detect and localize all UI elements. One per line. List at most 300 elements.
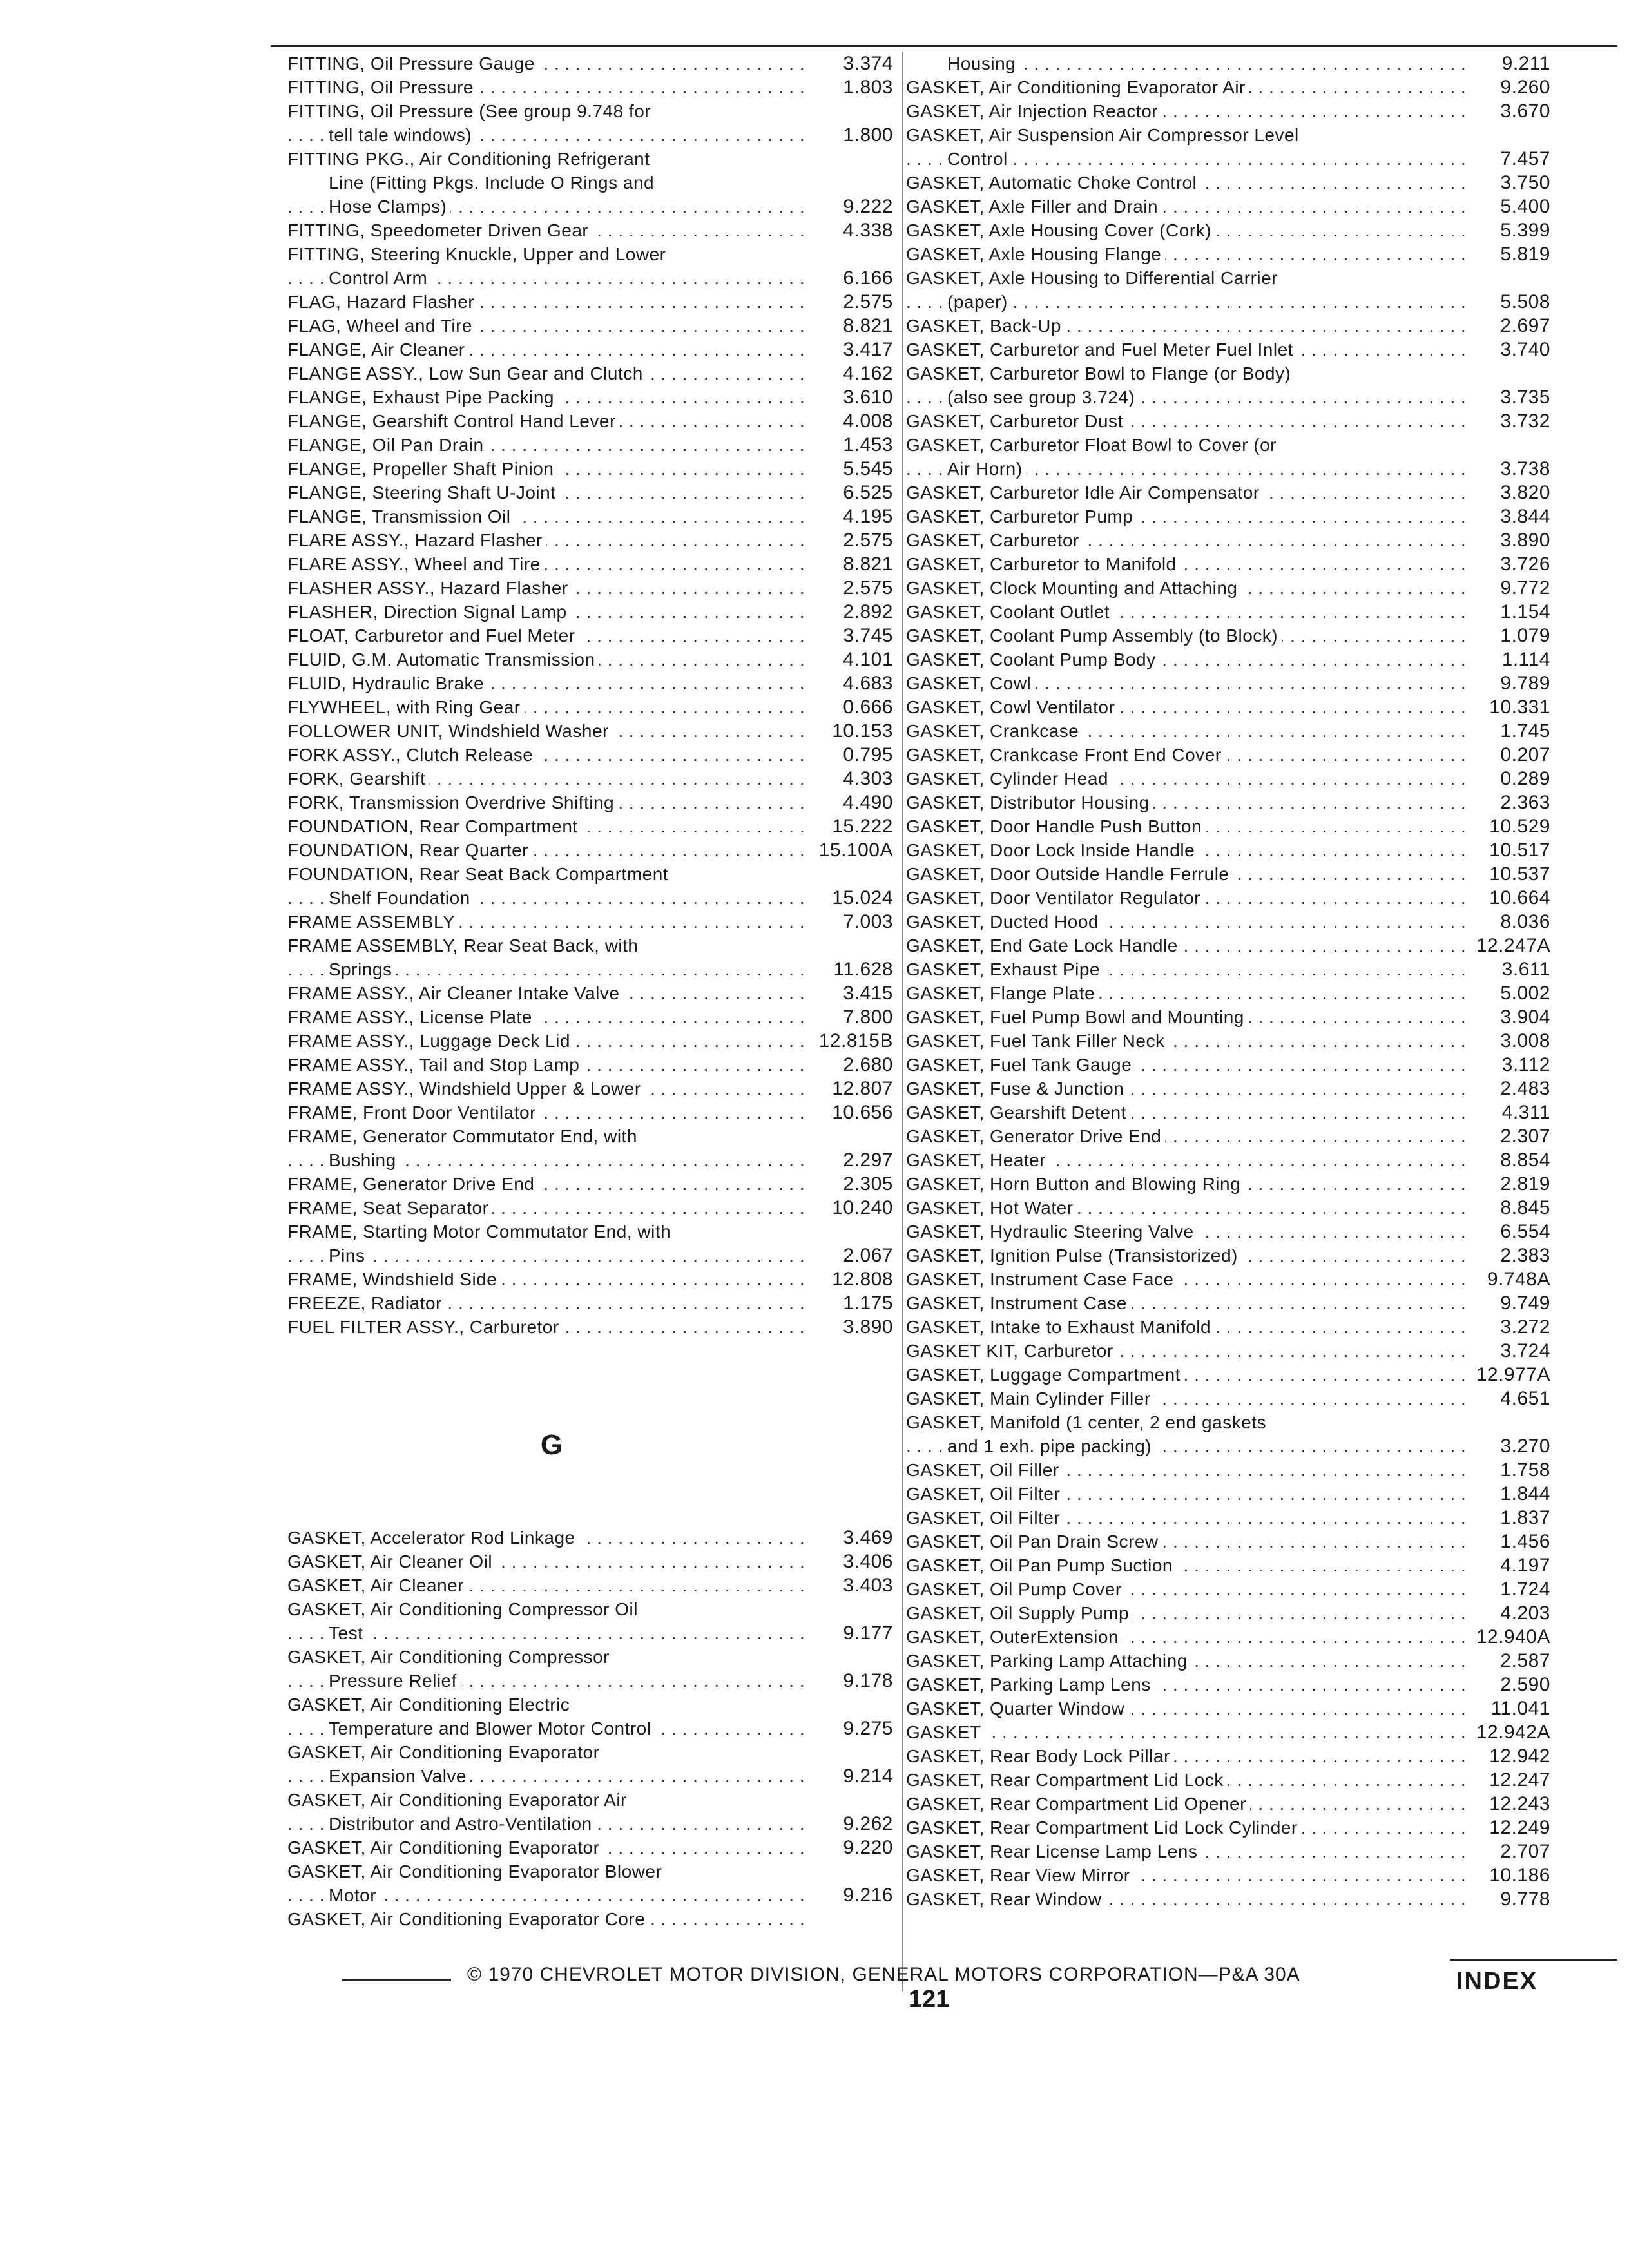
group-number: 9.222 (843, 196, 893, 217)
entry-text: FLUID, Hydraulic Brake (287, 673, 488, 693)
entry-text: GASKET, Carburetor Idle Air Compensator (906, 483, 1264, 503)
index-entry (287, 361, 893, 385)
entry-text: GASKET, Door Handle Push Button (906, 816, 1206, 836)
index-entry (906, 361, 1550, 409)
entry-continuation-text: Control Arm (329, 268, 431, 288)
group-number: 3.844 (1500, 506, 1550, 527)
entry-text: FOUNDATION, Rear Seat Back Compartment (287, 864, 672, 884)
entry-continuation-text: Bushing (329, 1150, 400, 1170)
entry-label (287, 1645, 809, 1693)
index-entry (906, 1244, 1550, 1267)
entry-continuation-text: Distributor and Astro-Ventilation (329, 1814, 596, 1834)
entry-text: GASKET, Quarter Window (906, 1698, 1128, 1718)
entry-label (287, 862, 809, 910)
entry-text: GASKET, Horn Button and Blowing Ring (906, 1174, 1244, 1194)
entry-label (287, 242, 809, 290)
group-number: 3.403 (843, 1575, 893, 1596)
entry-text: GASKET, Rear Compartment Lid Lock (906, 1770, 1228, 1790)
group-number: 5.002 (1500, 983, 1550, 1004)
entry-label (287, 1550, 809, 1573)
group-number: 4.683 (843, 673, 893, 694)
index-label: INDEX (1456, 1968, 1538, 1995)
entry-continuation-text: Temperature and Blower Motor Control (329, 1718, 655, 1738)
entry-continuation (906, 1434, 1467, 1458)
entry-text: FLUID, G.M. Automatic Transmission (287, 649, 599, 669)
entry-text: GASKET, Ducted Hood (906, 912, 1103, 932)
index-entry (287, 1788, 893, 1836)
entry-text: GASKET, Manifold (1 center, 2 end gaskets (906, 1412, 1270, 1432)
entry-label (906, 1148, 1467, 1172)
entry-label (906, 934, 1467, 957)
group-number: 10.656 (832, 1102, 893, 1123)
group-number: 7.457 (1500, 148, 1550, 169)
index-entry (287, 290, 893, 314)
index-entry (906, 671, 1550, 695)
entry-text: GASKET, Flange Plate (906, 983, 1099, 1003)
entry-label (906, 361, 1467, 409)
group-number: 2.297 (843, 1149, 893, 1171)
entry-text: GASKET, Ignition Pulse (Transistorized) (906, 1245, 1242, 1265)
entry-label (287, 147, 809, 218)
entry-label (906, 1840, 1467, 1863)
group-number: 12.942A (1476, 1722, 1550, 1743)
entry-text: FLAG, Hazard Flasher (287, 292, 478, 312)
group-number: 9.778 (1500, 1888, 1550, 1910)
group-number: 8.821 (843, 315, 893, 336)
index-entry (287, 1645, 893, 1693)
group-number: 9.220 (843, 1837, 893, 1858)
index-entry (906, 409, 1550, 433)
index-entry (287, 409, 893, 433)
entry-label (906, 1005, 1467, 1029)
index-entry (287, 385, 893, 409)
index-entry (906, 1458, 1550, 1482)
index-entry (906, 1673, 1550, 1696)
index-entry (287, 242, 893, 290)
index-entry (287, 1029, 893, 1053)
group-number: 9.275 (843, 1718, 893, 1739)
column-divider (902, 52, 903, 1991)
index-entry (906, 1506, 1550, 1530)
index-entry (906, 1553, 1550, 1577)
entry-label (287, 624, 809, 648)
entry-label (287, 1291, 809, 1315)
group-number: 2.819 (1500, 1173, 1550, 1195)
entry-text: GASKET, Air Conditioning Evaporator Core (287, 1909, 649, 1929)
entry-label (287, 1693, 809, 1740)
group-number: 15.222 (832, 816, 893, 837)
index-entry (906, 1077, 1550, 1100)
group-number: 4.338 (843, 220, 893, 241)
entry-text: GASKET (906, 1722, 985, 1742)
entry-text: GASKET, Coolant Pump Body (906, 649, 1160, 669)
entry-continuation-text: Springs (329, 959, 396, 979)
group-number: 12.808 (832, 1269, 893, 1290)
group-number: 2.590 (1500, 1674, 1550, 1695)
entry-text: GASKET, Crankcase Front End Cover (906, 745, 1226, 765)
entry-label (287, 1267, 809, 1291)
entry-label (906, 195, 1467, 218)
entry-label (287, 218, 809, 242)
entry-label (906, 75, 1467, 99)
entry-label (287, 1597, 809, 1645)
entry-label (906, 791, 1467, 814)
index-entry (906, 600, 1550, 624)
group-number: 10.186 (1489, 1865, 1550, 1886)
group-number: 0.795 (843, 744, 893, 765)
group-number: 3.735 (1500, 387, 1550, 408)
index-entry (906, 576, 1550, 600)
group-number: 9.749 (1500, 1293, 1550, 1314)
index-entry (287, 481, 893, 505)
group-number: 10.331 (1489, 697, 1550, 718)
entry-label (906, 1053, 1467, 1077)
entry-continuation (287, 1812, 809, 1836)
entry-continuation (287, 886, 809, 910)
entry-label (906, 1720, 1467, 1744)
group-number: 3.745 (843, 625, 893, 646)
entry-label (906, 1410, 1467, 1458)
group-number: 7.800 (843, 1006, 893, 1028)
entry-text: FLOAT, Carburetor and Fuel Meter (287, 626, 579, 646)
group-number: 3.272 (1500, 1316, 1550, 1338)
group-number: 1.758 (1500, 1459, 1550, 1481)
index-entry (906, 1410, 1550, 1458)
entry-text: GASKET, Air Suspension Air Compressor Level (906, 125, 1303, 145)
entry-continuation-text: Air Horn) (947, 459, 1027, 479)
entry-continuation (906, 290, 1467, 314)
entry-text: GASKET, Heater (906, 1150, 1050, 1170)
entry-text: GASKET, Rear Compartment Lid Lock Cylinder (906, 1818, 1302, 1838)
entry-label (287, 981, 809, 1005)
entry-label (287, 1053, 809, 1077)
entry-label (906, 1196, 1467, 1220)
group-number: 5.819 (1500, 244, 1550, 265)
entry-text: FRAME ASSY., Tail and Stop Lamp (287, 1055, 583, 1075)
entry-text: GASKET, Air Conditioning Evaporator (287, 1838, 603, 1858)
entry-text: FOUNDATION, Rear Quarter (287, 840, 532, 860)
entry-continuation (287, 195, 809, 218)
entry-label (906, 1100, 1467, 1124)
entry-text: FLANGE ASSY., Low Sun Gear and Clutch (287, 363, 647, 383)
index-entry (906, 1363, 1550, 1387)
entry-text: FLANGE, Propeller Shaft Pinion (287, 459, 557, 479)
entry-label (906, 695, 1467, 719)
group-number: 12.942 (1489, 1745, 1550, 1767)
group-number: 8.821 (843, 553, 893, 575)
entry-text: GASKET, Air Conditioning Evaporator Blower (287, 1861, 666, 1881)
group-number: 1.803 (843, 77, 893, 98)
index-entry (287, 719, 893, 743)
index-entry (287, 576, 893, 600)
entry-continuation-text: and 1 exh. pipe packing) (947, 1436, 1155, 1456)
entry-label (906, 576, 1467, 600)
index-entry (906, 338, 1550, 361)
entry-text: GASKET, Clock Mounting and Attaching (906, 578, 1242, 598)
group-number: 6.554 (1500, 1221, 1550, 1242)
group-number: 1.079 (1500, 625, 1550, 646)
entry-text: GASKET, Parking Lamp Attaching (906, 1651, 1191, 1671)
index-entry (906, 910, 1550, 934)
entry-label (287, 75, 809, 99)
index-entry (906, 171, 1550, 195)
entry-text: GASKET, Door Outside Handle Ferrule (906, 864, 1233, 884)
entry-label (906, 528, 1467, 552)
entry-text: GASKET, Oil Pump Cover (906, 1579, 1126, 1599)
index-entry (287, 99, 893, 147)
group-number: 2.575 (843, 530, 893, 551)
group-number: 11.628 (833, 959, 893, 980)
index-entry (906, 1267, 1550, 1291)
group-number: 15.024 (832, 887, 893, 908)
entry-text: FRAME ASSY., License Plate (287, 1007, 536, 1027)
entry-label (287, 671, 809, 695)
entry-label (287, 1573, 809, 1597)
entry-text: FITTING, Oil Pressure (See group 9.748 for (287, 101, 655, 121)
index-entry (287, 671, 893, 695)
group-number: 10.240 (832, 1197, 893, 1218)
group-number: 3.374 (843, 53, 893, 74)
group-number: 3.724 (1500, 1340, 1550, 1361)
entry-label (906, 1768, 1467, 1792)
index-entry (906, 218, 1550, 242)
entry-text: GASKET, Oil Filler (906, 1460, 1063, 1480)
group-number: 8.036 (1500, 911, 1550, 932)
entry-label (287, 1005, 809, 1029)
index-entry (287, 1172, 893, 1196)
entry-text: GASKET, Crankcase (906, 721, 1083, 741)
entry-text: GASKET, Hot Water (906, 1198, 1077, 1218)
entry-continuation-text: Control (947, 149, 1012, 169)
index-entry (906, 1530, 1550, 1553)
entry-label (287, 1100, 809, 1124)
entry-text: GASKET, Hydraulic Steering Valve (906, 1222, 1198, 1242)
entry-text: GASKET, Axle Housing Flange (906, 244, 1165, 264)
entry-text: GASKET, Air Injection Reactor (906, 101, 1162, 121)
group-number: 1.800 (843, 124, 893, 146)
group-number: 1.724 (1500, 1579, 1550, 1600)
entry-label (906, 1124, 1467, 1148)
entry-label (906, 1887, 1467, 1911)
index-entry (287, 600, 893, 624)
entry-label (906, 171, 1467, 195)
index-entry (287, 1740, 893, 1788)
index-entry (906, 1696, 1550, 1720)
entry-text: GASKET, Air Conditioning Compressor Oil (287, 1599, 642, 1619)
entry-label (287, 338, 809, 361)
group-number: 8.845 (1500, 1197, 1550, 1218)
index-entry (287, 1196, 893, 1220)
index-entry (287, 1693, 893, 1740)
entry-text: FLARE ASSY., Hazard Flasher (287, 530, 546, 550)
group-number: 3.726 (1500, 553, 1550, 575)
index-entry (906, 1601, 1550, 1625)
index-entry (287, 552, 893, 576)
entry-continuation-text: Pressure Relief (329, 1671, 461, 1691)
entry-text: FOLLOWER UNIT, Windshield Washer (287, 721, 613, 741)
index-entry (287, 1573, 893, 1597)
index-entry (287, 648, 893, 671)
entry-label (287, 1788, 809, 1836)
index-entry (906, 242, 1550, 266)
index-entry (906, 75, 1550, 99)
entry-label (906, 1696, 1467, 1720)
group-number: 10.529 (1489, 816, 1550, 837)
entry-text: GASKET, Oil Filter (906, 1484, 1064, 1504)
entry-label (287, 1526, 809, 1550)
group-number: 1.154 (1500, 601, 1550, 622)
entry-text: GASKET, Oil Filter (906, 1508, 1064, 1528)
entry-label (906, 1339, 1467, 1363)
entry-text: GASKET, Generator Drive End (906, 1126, 1165, 1146)
entry-continuation (287, 123, 809, 147)
entry-label (287, 1836, 809, 1860)
index-entry (287, 862, 893, 910)
index-entry (287, 791, 893, 814)
entry-text: FRAME ASSY., Luggage Deck Lid (287, 1031, 574, 1051)
index-entry (906, 1315, 1550, 1339)
index-entry (287, 767, 893, 791)
entry-text: FRAME ASSEMBLY, Rear Seat Back, with (287, 936, 642, 956)
entry-text: FLANGE, Exhaust Pipe Packing (287, 387, 558, 407)
entry-text: FLANGE, Transmission Oil (287, 506, 515, 526)
entry-label (287, 910, 809, 934)
entry-label (906, 886, 1467, 910)
entry-label (906, 1482, 1467, 1506)
entry-text: FRAME ASSY., Air Cleaner Intake Valve (287, 983, 623, 1003)
entry-continuation (287, 1669, 809, 1693)
entry-text: FLYWHEEL, with Ring Gear (287, 697, 525, 717)
entry-continuation (287, 1244, 809, 1267)
entry-text: GASKET, Coolant Pump Assembly (to Block) (906, 626, 1282, 646)
group-number: 9.211 (1501, 53, 1550, 74)
entry-label (287, 409, 809, 433)
entry-label (906, 1625, 1467, 1649)
group-number: 10.664 (1489, 887, 1550, 908)
entry-label (287, 99, 809, 147)
entry-continuation-text: Pins (329, 1245, 369, 1265)
group-number: 4.197 (1500, 1555, 1550, 1576)
entry-label (906, 433, 1467, 481)
entry-text: GASKET, Rear Window (906, 1889, 1106, 1909)
entry-label (906, 1506, 1467, 1530)
index-entry (906, 1625, 1550, 1649)
entry-text: FORK ASSY., Clutch Release (287, 745, 537, 765)
index-entry (287, 1597, 893, 1645)
group-number: 12.807 (832, 1078, 893, 1099)
entry-text: GASKET, Automatic Choke Control (906, 173, 1200, 193)
entry-text: GASKET, Oil Pan Drain Screw (906, 1532, 1162, 1552)
entry-label (906, 624, 1467, 648)
entry-text: GASKET, Fuel Pump Bowl and Mounting (906, 1007, 1248, 1027)
group-number: 3.670 (1500, 101, 1550, 122)
entry-label (906, 1029, 1467, 1053)
index-entry (906, 1887, 1550, 1911)
entry-continuation (287, 957, 809, 981)
entry-continuation-text: Hose Clamps) (329, 197, 450, 216)
group-number: 3.820 (1500, 482, 1550, 503)
entry-text: GASKET, Fuel Tank Gauge (906, 1055, 1135, 1075)
entry-text: GASKET, OuterExtension (906, 1627, 1123, 1647)
index-entry (906, 767, 1550, 791)
entry-text: FITTING PKG., Air Conditioning Refrigerant (287, 149, 654, 169)
index-entry (906, 1649, 1550, 1673)
entry-text: GASKET, Instrument Case (906, 1293, 1131, 1313)
group-number: 12.977A (1476, 1364, 1550, 1385)
group-number: 3.738 (1500, 458, 1550, 479)
index-entry (906, 1577, 1550, 1601)
entry-continuation (906, 147, 1467, 171)
group-number: 9.178 (843, 1670, 893, 1691)
index-entry (287, 433, 893, 457)
entry-text: GASKET, Axle Housing to Differential Carrier (906, 268, 1282, 288)
entry-text: FLANGE, Steering Shaft U-Joint (287, 483, 560, 503)
group-number: 2.363 (1500, 792, 1550, 813)
group-number: 6.166 (843, 267, 893, 289)
entry-text: GASKET, Cowl Ventilator (906, 697, 1119, 717)
entry-text: GASKET, Rear License Lamp Lens (906, 1841, 1201, 1861)
entry-text: FITTING, Oil Pressure Gauge (287, 53, 539, 73)
index-entry (287, 1550, 893, 1573)
entry-text: GASKET, Axle Filler and Drain (906, 197, 1162, 216)
group-number: 9.260 (1500, 77, 1550, 98)
entry-label (906, 767, 1467, 791)
group-number: 3.008 (1500, 1030, 1550, 1052)
entry-label (906, 838, 1467, 862)
entry-text: GASKET, Carburetor Float Bowl to Cover (or (906, 435, 1280, 455)
index-entry (287, 1315, 893, 1339)
entry-label (287, 52, 809, 75)
entry-label (287, 1029, 809, 1053)
index-entry (906, 719, 1550, 743)
entry-continuation-text: Test (329, 1623, 367, 1643)
entry-label (287, 743, 809, 767)
entry-text: GASKET, Back-Up (906, 316, 1065, 336)
entry-text: GASKET, Axle Housing Cover (Cork) (906, 220, 1215, 240)
entry-label (906, 1530, 1467, 1553)
entry-continuation (287, 1883, 809, 1907)
entry-label (906, 1244, 1467, 1267)
entry-label (906, 218, 1467, 242)
top-rule (271, 45, 1617, 47)
index-entry (906, 1744, 1550, 1768)
group-number: 2.383 (1500, 1245, 1550, 1266)
group-number: 4.162 (843, 363, 893, 384)
section-letter: G (540, 1429, 563, 1461)
group-number: 2.587 (1500, 1650, 1550, 1671)
group-number: 1.844 (1500, 1483, 1550, 1504)
index-entry (287, 1526, 893, 1550)
index-entry (287, 1220, 893, 1267)
entry-text: FLANGE, Oil Pan Drain (287, 435, 488, 455)
page-number: 121 (909, 1986, 950, 2013)
entry-label (906, 981, 1467, 1005)
group-number: 10.517 (1489, 840, 1550, 861)
group-number: 5.399 (1500, 220, 1550, 241)
group-number: 10.153 (832, 720, 893, 742)
entry-label (906, 671, 1467, 695)
index-entry (906, 1768, 1550, 1792)
entry-text: GASKET, Cowl (906, 673, 1035, 693)
index-entry (287, 314, 893, 338)
index-entry (906, 1792, 1550, 1816)
index-entry (906, 624, 1550, 648)
entry-text: GASKET, Air Cleaner (287, 1575, 468, 1595)
index-entry (906, 52, 1550, 75)
group-number: 6.525 (843, 482, 893, 503)
entry-label (906, 481, 1467, 505)
entry-text: GASKET, Carburetor Pump (906, 506, 1137, 526)
